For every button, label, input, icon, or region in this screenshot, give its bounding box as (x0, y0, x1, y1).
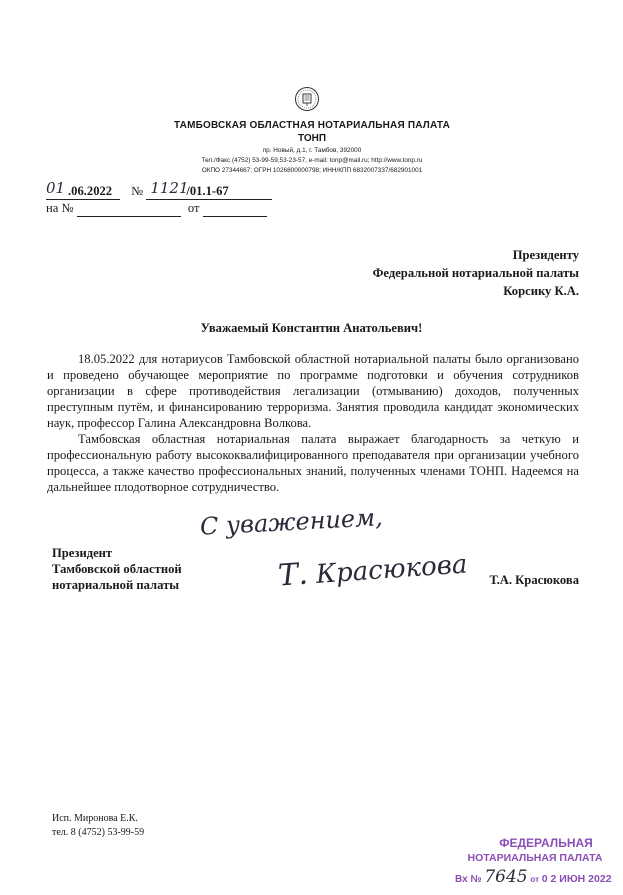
org-address: пр. Новый, д.1, г. Тамбов, 392000 (262, 147, 362, 154)
handwritten-signature (277, 545, 468, 593)
paragraph-1: 18.05.2022 для нотариусов Тамбовской областной нотариальной палаты было организовано и проведено обучающее мероприятие по программе подготовки и обучения сотрудников организации в сфере противодействия легализации (отмыванию) доходов, полученных преступным путём, и финансированию терроризма. Занятия проводила кандидат экономических наук, профессор Галина Александровна Волкова. (47, 352, 579, 430)
recipient-block (373, 246, 579, 300)
signature-surname: Красюкова (315, 549, 469, 590)
stamp-date: 0 2 ИЮН 2022 (541, 873, 612, 885)
handwritten-closing: С уважением, (199, 503, 384, 541)
stamp-in-number: 7645 (484, 867, 528, 887)
salutation: Уважаемый Константин Анатольевич! (200, 321, 423, 335)
number-handwritten: 1121 (150, 179, 189, 197)
recipient-line-2: Федеральной нотариальной палаты (372, 266, 579, 280)
reference-line (46, 179, 272, 200)
stamp-in-label: Вх № (455, 874, 482, 885)
signer-title-line-2: Тамбовской областной (52, 562, 182, 576)
reply-to-line (46, 201, 267, 217)
date-handwritten: 01 (46, 179, 66, 197)
stamp-line-2: НОТАРИАЛЬНАЯ ПАЛАТА (467, 852, 603, 864)
executor-name: Исп. Миронова Е.К. (52, 813, 138, 824)
date-printed: .06.2022 (68, 184, 113, 198)
stamp-line-1: ФЕДЕРАЛЬНАЯ (499, 836, 593, 850)
reply-number-label: на № (46, 201, 74, 215)
executor-phone: тел. 8 (4752) 53-99-59 (52, 827, 145, 838)
org-name: ТАМБОВСКАЯ ОБЛАСТНАЯ НОТАРИАЛЬНАЯ ПАЛАТА (173, 120, 451, 131)
org-contacts: Тел./Факс (4752) 53-99-59,53-23-57, e-mail: tonp@mail.ru; http://www.tonp.ru (201, 157, 423, 164)
incoming-stamp (455, 836, 615, 887)
recipient-line-3: Корсику К.А. (503, 284, 579, 298)
signer-title-line-3: нотариальной палаты (52, 578, 180, 592)
recipient-line-1: Президенту (512, 248, 579, 262)
signature-initial: Т. (277, 556, 309, 594)
stamp-from-label: от (530, 875, 540, 884)
org-abbr: ТОНП (297, 133, 327, 144)
number-label: № (131, 184, 144, 198)
signer-title (52, 545, 182, 593)
signer-name: Т.А. Красюкова (489, 573, 579, 587)
emblem-icon (294, 86, 320, 112)
executor-block (52, 812, 144, 840)
number-printed: /01.1-67 (186, 184, 229, 198)
signer-title-line-1: Президент (52, 546, 113, 560)
org-codes: ОКПО 27344667; ОГРН 1026800000798; ИНН/КПП 6832007337/682901001 (201, 167, 423, 174)
paragraph-2: Тамбовская областная нотариальная палата выражает благодарность за четкую и профессиональную работу высококвалифицированного преподавателя при организации учебного процесса, а также качество профессиональных знаний, полученных членами ТОНП. Надеемся на дальнейшее плодотворное сотрудничество. (47, 432, 579, 494)
reply-from-label: от (187, 201, 200, 215)
